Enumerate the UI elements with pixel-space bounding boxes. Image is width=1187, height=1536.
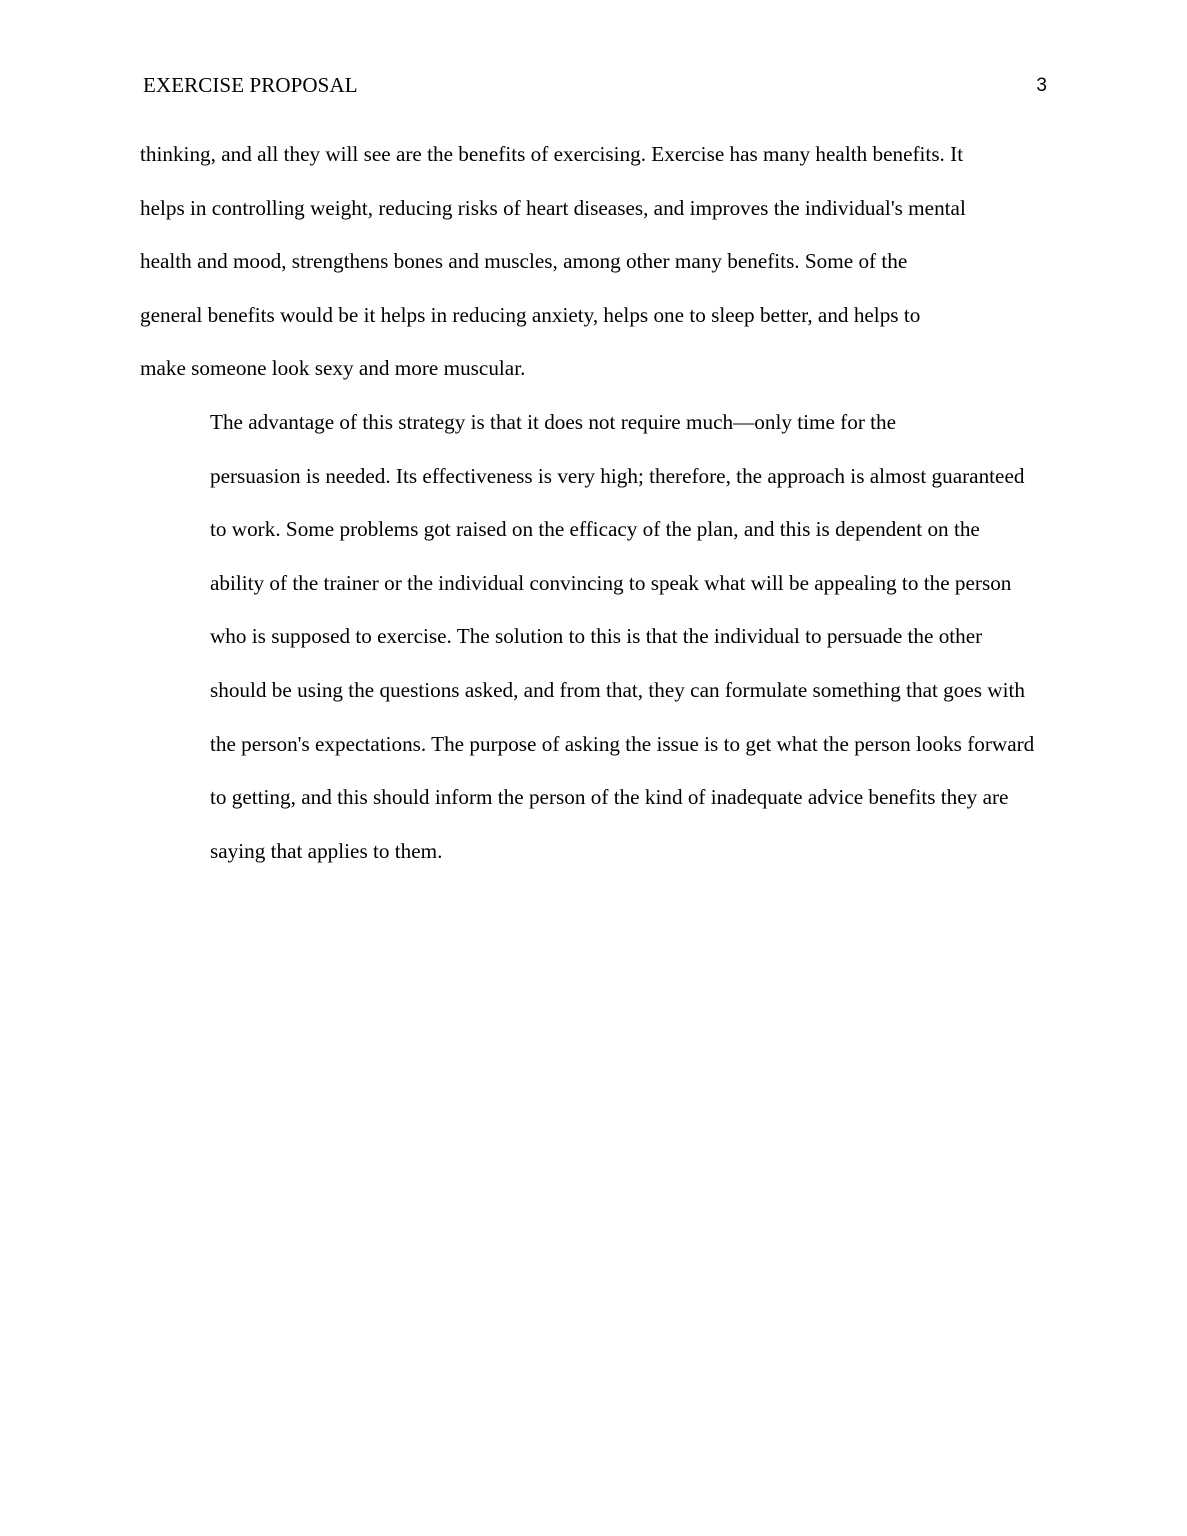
text-line: to getting, and this should inform the person of the kind of inadequate advice benefits they are — [210, 785, 1009, 810]
body-text — [140, 128, 1050, 878]
text-line: helps in controlling weight, reducing risks of heart diseases, and improves the individual's mental — [140, 195, 966, 220]
text-line: make someone look sexy and more muscular. — [140, 356, 526, 381]
text-line: saying that applies to them. — [210, 838, 443, 863]
paragraph-1 — [140, 128, 1050, 396]
text-line: health and mood, strengthens bones and muscles, among other many benefits. Some of the — [140, 249, 908, 274]
text-line: the person's expectations. The purpose of asking the issue is to get what the person looks forward — [210, 731, 1035, 756]
text-line: thinking, and all they will see are the benefits of exercising. Exercise has many health benefits. It — [140, 142, 964, 166]
text-line: to work. Some problems got raised on the efficacy of the plan, and this is dependent on the — [210, 517, 980, 542]
text-line: The advantage of this strategy is that it does not require much—only time for the — [210, 409, 897, 434]
text-line: persuasion is needed. Its effectiveness is very high; therefore, the approach is almost guaranteed — [210, 463, 1025, 488]
page-number: 3 — [1036, 75, 1047, 96]
text-line: general benefits would be it helps in reducing anxiety, helps one to sleep better, and helps to — [140, 302, 921, 327]
text-line: ability of the trainer or the individual convincing to speak what will be appealing to the person — [210, 570, 1012, 595]
text-line: who is supposed to exercise. The solution to this is that the individual to persuade the other — [210, 624, 983, 649]
paragraph-2 — [140, 396, 1050, 878]
running-head: EXERCISE PROPOSAL — [143, 73, 358, 97]
text-line: should be using the questions asked, and from that, they can formulate something that goes with — [210, 677, 1025, 702]
